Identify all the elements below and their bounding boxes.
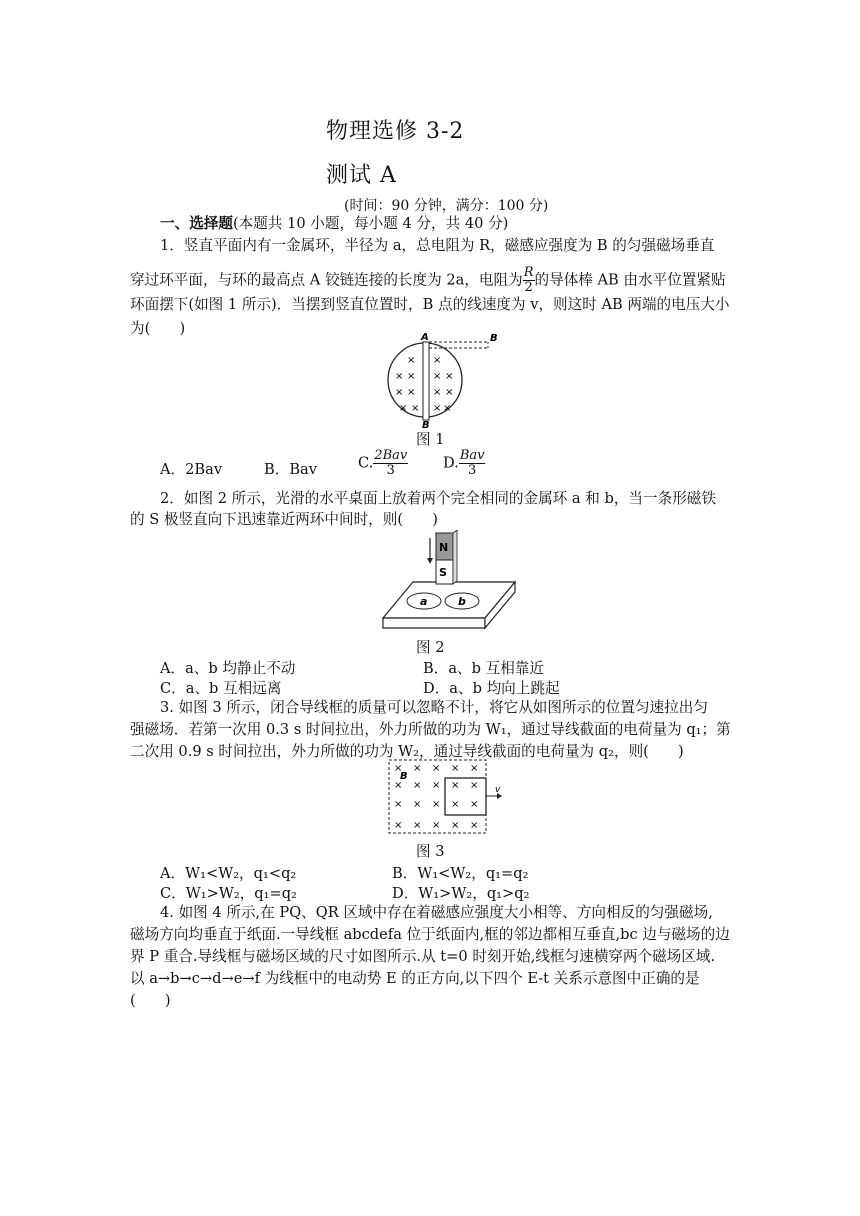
fig1-cross: × — [411, 403, 420, 414]
q4-line2: 磁场方向均垂直于纸面.一导线框 abcdefa 位于纸面内,框的邻边都相互垂直,bc 边与磁场的边 — [130, 926, 730, 943]
q2-line2: 的 S 极竖直向下迅速靠近两环中间时，则( ) — [130, 511, 438, 528]
fig3-cross: × — [413, 780, 422, 791]
q3-option-c: C．W₁>W₂，q₁=q₂ — [160, 885, 297, 902]
q1-fraction-num: R — [523, 265, 534, 280]
page-title: 物理选修 3-2 — [326, 119, 465, 144]
fig1-cross: × — [433, 355, 442, 366]
fig3-cross: × — [470, 820, 479, 831]
fig3-cross: × — [451, 780, 460, 791]
fig3-cross: × — [432, 820, 441, 831]
q1-option-c-fraction — [373, 449, 408, 478]
fig1-cross: × — [445, 371, 454, 382]
q2-option-c: C．a、b 互相远离 — [160, 680, 282, 697]
q2-line1: 2．如图 2 所示，光滑的水平桌面上放着两个完全相同的金属环 a 和 b，当一条形磁铁 — [160, 490, 716, 507]
q1-fraction — [523, 266, 535, 295]
q3-line2: 强磁场．若第一次用 0.3 s 时间拉出，外力所做的功为 W₁，通过导线截面的电荷量为 q₁；第 — [130, 721, 731, 738]
q1-option-d-den: 3 — [468, 463, 477, 478]
fig1-cross: × — [433, 387, 442, 398]
fig1-label-b-bottom: B — [422, 420, 430, 430]
q1-option-c-num: 2Bav — [374, 448, 408, 463]
q1-line3: 环面摆下(如图 1 所示)．当摆到竖直位置时，B 点的线速度为 v，则这时 AB 两端的电压大小 — [130, 296, 730, 313]
q1-option-a: A．2Bav — [160, 461, 223, 478]
ring-label-a: a — [420, 595, 428, 608]
fig1-cross: × — [433, 403, 442, 414]
q2-option-d: D．a、b 均向上跳起 — [423, 680, 560, 697]
fig3-cross: × — [413, 763, 422, 774]
section-heading — [160, 214, 508, 234]
fig3-cross: × — [394, 820, 403, 831]
fig1-cross: × — [395, 387, 404, 398]
q1-option-d — [443, 449, 485, 478]
time-info: (时间：90 分钟，满分：100 分) — [344, 198, 549, 214]
q4-line4: 以 a→b→c→d→e→f 为线框中的电动势 E 的正方向,以下四个 E-t 关系示意图中正确的是 — [130, 970, 700, 987]
fig3-cross: × — [470, 763, 479, 774]
table-front — [383, 618, 485, 628]
q3-line3: 二次用 0.9 s 时间拉出，外力所做的功为 W₂，通过导线截面的电荷量为 q₂，则( ) — [130, 743, 684, 760]
fig1-label-a: A — [421, 332, 429, 343]
fig1-cross: × — [445, 387, 454, 398]
fig1-cross: × — [407, 371, 416, 382]
fig3-cross: × — [470, 799, 479, 810]
fig3-cross: × — [432, 780, 441, 791]
q1-option-d-num: Bav — [459, 448, 485, 463]
fig1-cross: × — [433, 371, 442, 382]
fig3-cross: × — [470, 780, 479, 791]
q1-line2 — [130, 266, 726, 295]
figure-3 — [385, 757, 510, 837]
fig1-cross: × — [399, 403, 408, 414]
q3-option-b: B．W₁<W₂，q₁=q₂ — [392, 865, 529, 882]
q3-option-d: D．W₁>W₂，q₁>q₂ — [392, 885, 530, 902]
test-subtitle: 测试 A — [326, 163, 397, 188]
fig3-label-b: B — [400, 771, 408, 782]
q4-line1: 4. 如图 4 所示,在 PQ、QR 区域中存在着磁感应强度大小相等、方向相反的匀强磁场, — [160, 904, 713, 921]
fig3-cross: × — [451, 820, 460, 831]
fig3-cross: × — [413, 820, 422, 831]
figure-1-caption: 图 1 — [416, 431, 445, 448]
fig1-cross: × — [407, 387, 416, 398]
figure-3-caption: 图 3 — [416, 843, 445, 860]
figure-2-caption: 图 2 — [416, 639, 445, 656]
fig1-label-b-top: B — [490, 333, 498, 344]
q1-option-d-prefix: D. — [443, 454, 459, 472]
q1-fraction-den: 2 — [524, 280, 533, 295]
ring-label-b: b — [458, 595, 466, 608]
q2-option-b: B．a、b 互相靠近 — [423, 660, 544, 677]
section-heading-label: 一、选择题 — [160, 215, 233, 232]
magnet-label-s: S — [439, 566, 447, 579]
q1-option-c-prefix: C. — [358, 454, 374, 472]
q1-line2b: 的导体棒 AB 由水平位置紧贴 — [534, 271, 726, 289]
q3-option-a: A．W₁<W₂，q₁<q₂ — [160, 865, 297, 882]
q4-line5: ( ) — [130, 992, 171, 1009]
fig3-cross: × — [451, 763, 460, 774]
magnet-side — [453, 530, 457, 584]
fig3-cross: × — [432, 799, 441, 810]
fig3-cross: × — [394, 799, 403, 810]
down-arrow-head — [427, 558, 433, 564]
conductor-rod — [423, 342, 429, 420]
fig3-cross: × — [394, 780, 403, 791]
fig1-cross: × — [443, 403, 452, 414]
q1-option-c — [358, 449, 408, 478]
section-heading-note: (本题共 10 小题，每小题 4 分，共 40 分) — [232, 215, 509, 232]
q3-line1: 3. 如图 3 所示，闭合导线框的质量可以忽略不计，将它从如图所示的位置匀速拉出匀 — [160, 699, 708, 716]
fig3-cross: × — [394, 763, 403, 774]
q4-line3: 界 P 重合.导线框与磁场区域的尺寸如图所示.从 t=0 时刻开始,线框匀速横穿两个磁场区域. — [130, 948, 716, 965]
q1-line2a: 穿过环平面，与环的最高点 A 铰链连接的长度为 2a，电阻为 — [130, 271, 523, 289]
fig1-cross: × — [395, 371, 404, 382]
q2-option-a: A．a、b 均静止不动 — [160, 660, 296, 677]
q1-line1: 1．竖直平面内有一金属环，半径为 a，总电阻为 R，磁感应强度为 B 的匀强磁场垂直 — [160, 237, 715, 254]
fig3-cross: × — [413, 799, 422, 810]
magnet-label-n: N — [439, 541, 449, 554]
fig3-label-v: v — [495, 785, 501, 795]
fig3-cross: × — [432, 763, 441, 774]
q1-option-c-den: 3 — [386, 463, 395, 478]
figure-1 — [385, 330, 510, 430]
q1-line4: 为( ) — [130, 320, 186, 337]
figure-2 — [375, 530, 520, 634]
q1-option-b: B．Bav — [264, 461, 317, 478]
fig1-cross: × — [407, 355, 416, 366]
q1-option-d-fraction — [459, 449, 486, 478]
fig3-cross: × — [451, 799, 460, 810]
